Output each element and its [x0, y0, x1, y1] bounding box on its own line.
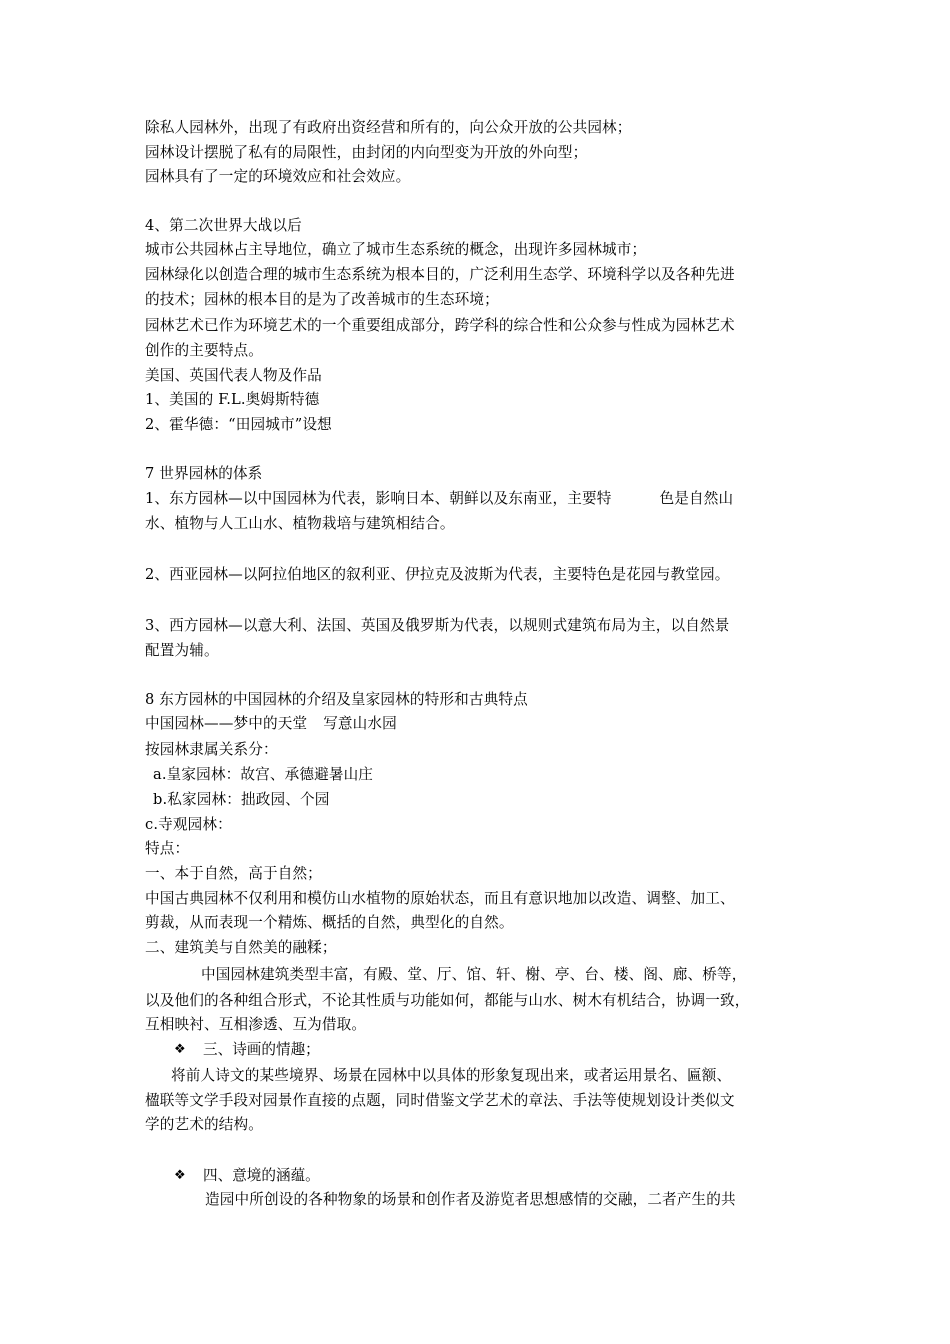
text-line: 楹联等文学手段对园景作直接的点题，同时借鉴文学艺术的章法、手法等使规划设计类似文 [145, 1092, 735, 1109]
text-line [145, 489, 733, 509]
text-line: 剪裁，从而表现一个精炼、概括的自然，典型化的自然。 [145, 914, 514, 931]
text-line: 中国园林建筑类型丰富，有殿、堂、厅、馆、轩、榭、亭、台、楼、阁、廊、桥等， [201, 966, 747, 983]
section-heading: 8 东方园林的中国园林的介绍及皇家园林的特形和古典特点 [145, 691, 528, 708]
text-line: 将前人诗文的某些境界、场景在园林中以具体的形象复现出来，或者运用景名、匾额、 [171, 1067, 732, 1084]
text-line: 除私人园林外，出现了有政府出资经营和所有的，向公众开放的公共园林； [145, 119, 632, 136]
section-heading: 4、第二次世界大战以后 [145, 217, 302, 234]
list-item: a.皇家园林：故宫、承德避暑山庄 [153, 766, 374, 783]
text-segment: 1、东方园林—以中国园林为代表，影响日本、朝鲜以及东南亚，主要特 [145, 490, 612, 507]
text-line: 一、本于自然，高于自然； [145, 865, 322, 882]
text-line: 按园林隶属关系分： [145, 741, 278, 758]
section-heading: 7 世界园林的体系 [145, 465, 263, 482]
text-line: 城市公共园林占主导地位，确立了城市生态系统的概念，出现许多园林城市； [145, 241, 647, 258]
text-line: 1、美国的 F.L.奥姆斯特德 [145, 391, 320, 408]
text-line: 互相映衬、互相渗透、互为借取。 [145, 1016, 367, 1033]
text-segment: 中国园林——梦中的天堂 [145, 715, 308, 732]
list-item: 四、意境的涵蕴。 [203, 1167, 320, 1184]
text-line: 中国古典园林不仅利用和模仿山水植物的原始状态，而且有意识地加以改造、调整、加工、 [145, 890, 735, 907]
text-line: 园林绿化以创造合理的城市生态系统为根本目的，广泛利用生态学、环境科学以及各种先进 [145, 266, 735, 283]
text-line: 园林艺术已作为环境艺术的一个重要组成部分，跨学科的综合性和公众参与性成为园林艺术 [145, 317, 735, 334]
text-line: 美国、英国代表人物及作品 [145, 367, 322, 384]
list-item: c.寺观园林： [145, 816, 232, 833]
text-segment: 写意山水园 [323, 715, 397, 732]
list-item: 三、诗画的情趣； [203, 1041, 320, 1058]
text-line: 以及他们的各种组合形式，不论其性质与功能如何，都能与山水、树木有机结合，协调一致， [145, 992, 750, 1009]
text-line: 的技术；园林的根本目的是为了改善城市的生态环境； [145, 291, 499, 308]
text-line: 2、霍华德：“田园城市”设想 [145, 416, 332, 433]
text-line: 学的艺术的结构。 [145, 1116, 263, 1133]
text-line: 二、建筑美与自然美的融糅； [145, 939, 337, 956]
diamond-bullet-icon: ❖ [174, 1168, 186, 1183]
text-line: 2、西亚园林—以阿拉伯地区的叙利亚、伊拉克及波斯为代表，主要特色是花园与教堂园。 [145, 566, 730, 583]
text-line: 特点： [145, 840, 190, 857]
diamond-bullet-icon: ❖ [174, 1042, 186, 1057]
text-line: 园林设计摆脱了私有的局限性，由封闭的内向型变为开放的外向型； [145, 144, 588, 161]
text-line [145, 714, 397, 734]
text-line: 3、西方园林—以意大利、法国、英国及俄罗斯为代表，以规则式建筑布局为主，以自然景 [145, 617, 730, 634]
text-line: 园林具有了一定的环境效应和社会效应。 [145, 168, 411, 185]
list-item: b.私家园林：拙政园、个园 [153, 791, 330, 808]
text-segment: 色是自然山 [659, 490, 734, 507]
text-line: 水、植物与人工山水、植物栽培与建筑相结合。 [145, 515, 455, 532]
text-line: 造园中所创设的各种物象的场景和创作者及游览者思想感情的交融，二者产生的共 [205, 1191, 736, 1208]
text-line: 配置为辅。 [145, 642, 219, 659]
text-line: 创作的主要特点。 [145, 342, 263, 359]
